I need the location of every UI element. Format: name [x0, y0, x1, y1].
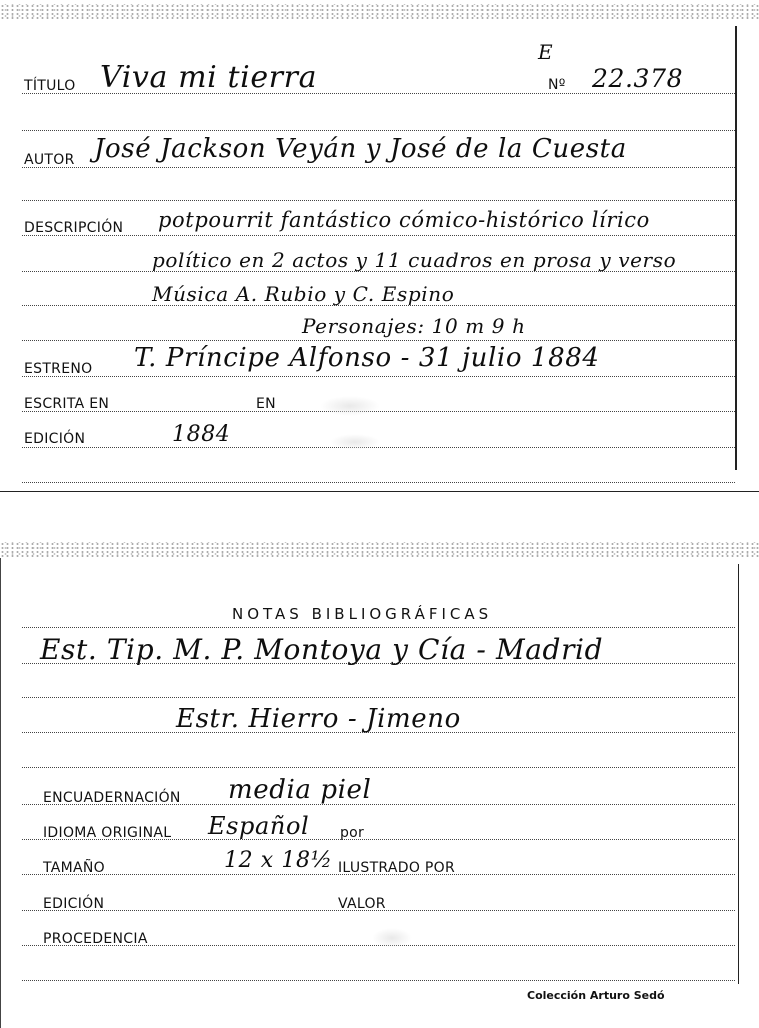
value-notas-line-2: Estr. Hierro - Jimeno	[176, 704, 461, 734]
value-descripcion-line-3: Música A. Rubio y C. Espino	[152, 282, 455, 306]
card-bottom-texture	[0, 542, 759, 558]
label-edicion-2: EDICIÓN	[43, 896, 105, 912]
label-descripcion: DESCRIPCIÓN	[24, 220, 124, 236]
label-encuadernacion: ENCUADERNACIÓN	[43, 790, 181, 806]
label-idioma-original: IDIOMA ORIGINAL	[43, 825, 172, 841]
footer-collection: Colección Arturo Sedó	[527, 989, 665, 1002]
redaction-smudge	[372, 928, 412, 948]
rule-notas	[22, 627, 735, 628]
rule-notas-4	[22, 767, 735, 768]
label-procedencia: PROCEDENCIA	[43, 931, 148, 947]
value-notas-line-1: Est. Tip. M. P. Montoya y Cía - Madrid	[40, 633, 604, 666]
value-estreno: T. Príncipe Alfonso - 31 julio 1884	[134, 343, 600, 373]
rule-autor	[22, 167, 735, 168]
catalog-card-top	[0, 0, 759, 492]
label-por: por	[340, 825, 365, 841]
rule-8	[22, 340, 735, 341]
value-idioma-original: Español	[208, 812, 310, 840]
rule-last	[22, 482, 735, 483]
value-edicion: 1884	[172, 422, 231, 447]
rule-descripcion	[22, 235, 735, 236]
card-bottom-left-edge	[0, 558, 4, 1028]
value-descripcion-line-2: político en 2 actos y 11 cuadros en prosa y verso	[152, 248, 677, 272]
rule-4	[22, 200, 735, 201]
label-estreno: ESTRENO	[24, 361, 93, 377]
rule-2	[22, 130, 735, 131]
card-bottom-right-edge	[738, 564, 739, 984]
label-ilustrado-por: ILUSTRADO POR	[338, 860, 455, 876]
redaction-smudge	[330, 434, 380, 450]
label-edicion: EDICIÓN	[24, 431, 86, 447]
value-descripcion-line-1: potpourrit fantástico cómico-histórico lírico	[158, 208, 650, 232]
card-top-texture	[0, 4, 759, 20]
label-valor: VALOR	[338, 896, 386, 912]
value-titulo: Viva mi tierra	[100, 60, 318, 95]
card-top-right-edge	[735, 26, 737, 470]
heading-notas-bibliograficas: NOTAS BIBLIOGRÁFICAS	[232, 605, 493, 623]
label-titulo: TÍTULO	[24, 78, 76, 94]
rule-estreno	[22, 376, 735, 377]
value-autor: José Jackson Veyán y José de la Cuesta	[94, 134, 627, 164]
label-tamano: TAMAÑO	[43, 860, 105, 876]
value-encuadernacion: media piel	[228, 775, 372, 805]
label-autor: AUTOR	[24, 152, 75, 168]
label-numero: Nº	[548, 77, 566, 93]
label-escrita-en: ESCRITA EN	[24, 396, 110, 412]
card-top-bottom-edge	[0, 491, 759, 492]
label-en: EN	[256, 396, 276, 412]
value-personajes: Personajes: 10 m 9 h	[302, 314, 526, 338]
value-corner-mark: E	[538, 40, 554, 64]
rule-notas-2	[22, 697, 735, 698]
value-tamano: 12 x 18½	[224, 848, 333, 873]
value-numero: 22.378	[592, 64, 684, 93]
redaction-smudge	[320, 396, 380, 416]
rule-bottom-last	[22, 980, 735, 981]
